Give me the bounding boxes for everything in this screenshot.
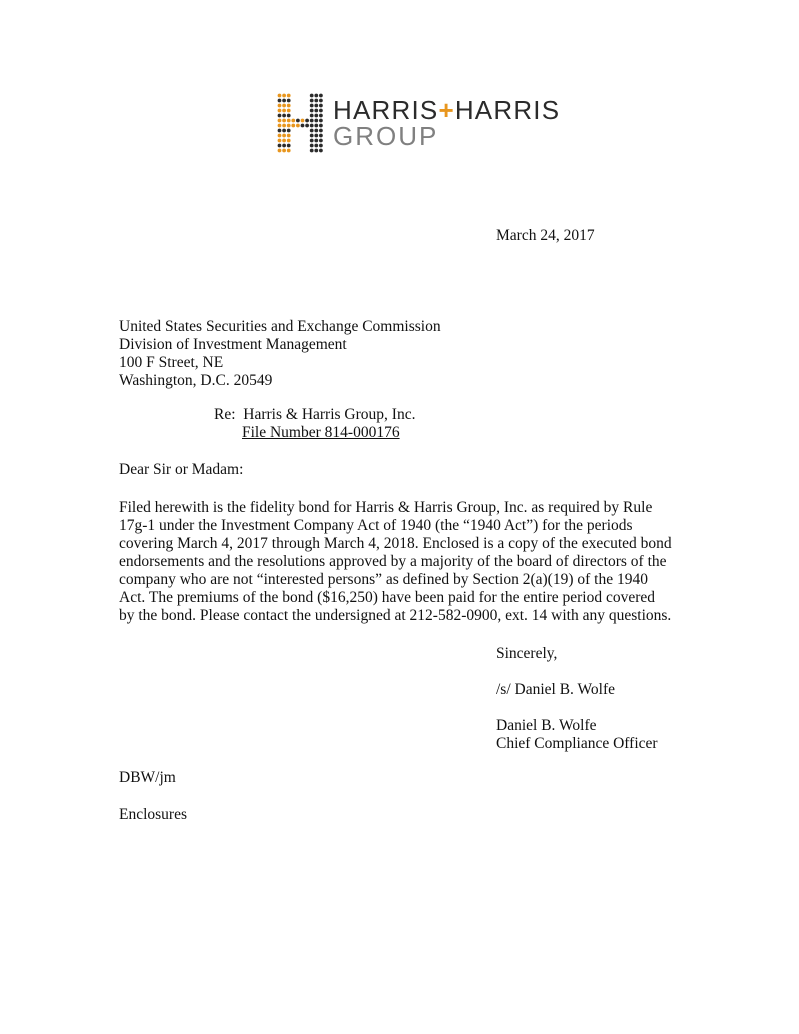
address-line: Division of Investment Management	[119, 336, 347, 353]
body-line: Act. The premiums of the bond ($16,250) have been paid for the entire period covered	[119, 589, 656, 606]
spacer	[496, 663, 658, 681]
body-line: company who are not “interested persons” as defined by Section 2(a)(19) of the 1940	[119, 571, 648, 588]
body-line: endorsements and the resolutions approved by a majority of the board of directors of the	[119, 553, 667, 570]
address-line: 100 F Street, NE	[119, 354, 224, 371]
body-line: by the bond. Please contact the undersigned at 212-582-0900, ext. 14 with any questions.	[119, 607, 672, 624]
spacer	[496, 699, 658, 717]
body-paragraph	[119, 499, 672, 625]
re-subject: Harris & Harris Group, Inc.	[243, 406, 416, 423]
letter-date: March 24, 2017	[496, 227, 595, 244]
address-line: Washington, D.C. 20549	[119, 372, 273, 389]
signer-name: Daniel B. Wolfe	[496, 717, 597, 734]
signature: /s/ Daniel B. Wolfe	[496, 681, 616, 698]
logo-harris-1: HARRIS	[333, 95, 439, 125]
enclosures-note: Enclosures	[119, 806, 188, 823]
re-block	[214, 406, 415, 442]
harris-logo-mark-icon	[277, 93, 327, 155]
signer-title: Chief Compliance Officer	[496, 735, 658, 752]
salutation: Dear Sir or Madam:	[119, 461, 244, 478]
valediction: Sincerely,	[496, 645, 558, 662]
company-logo	[277, 93, 567, 155]
address-line: United States Securities and Exchange Commission	[119, 318, 441, 335]
logo-harris-2: HARRIS	[454, 95, 561, 125]
body-line: covering March 4, 2017 through March 4, 2018. Enclosed is a copy of the executed bond	[119, 535, 672, 552]
recipient-address	[119, 318, 441, 390]
closing-block	[496, 645, 658, 753]
body-line: 17g-1 under the Investment Company Act of 1940 (the “1940 Act”) for the periods	[119, 517, 633, 534]
body-line: Filed herewith is the fidelity bond for Harris & Harris Group, Inc. as required by Rule	[119, 499, 653, 516]
logo-line-2: GROUP	[333, 121, 439, 151]
logo-plus: +	[438, 95, 455, 125]
file-number: File Number 814-000176	[242, 424, 400, 441]
logo-line-1	[333, 96, 560, 124]
re-label: Re:	[214, 406, 236, 423]
typist-initials: DBW/jm	[119, 769, 176, 786]
